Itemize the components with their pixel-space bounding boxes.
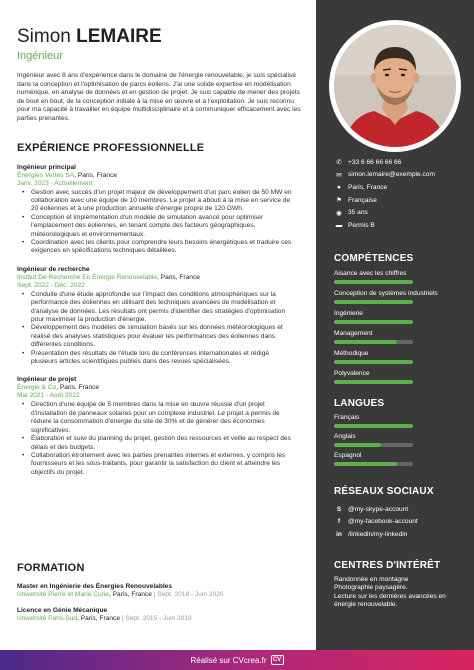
skill-item <box>334 310 454 324</box>
education-section <box>17 562 307 622</box>
language-label: Espagnol <box>334 452 362 459</box>
skill-bar-fill <box>334 360 413 364</box>
linkedin-icon: in <box>336 530 342 538</box>
school-location: , Paris, France <box>77 615 120 622</box>
portrait-illustration <box>334 25 456 147</box>
skill-bar-fill <box>334 340 397 344</box>
experience-bullet: • Développement des modèles de simulation basés sur les données météorologiques et réalisé des analyses statistiques pour évaluer les performances des éoliennes dans différentes conditions. <box>31 324 297 349</box>
education-meta <box>17 591 307 598</box>
contact-email[interactable] <box>334 169 470 182</box>
experience-bullet: • Élaboration et suivi du planning du projet, gestion des ressources et veille au respect des délais et des budgets. <box>31 435 297 452</box>
contact-list <box>334 156 470 232</box>
contact-nationality <box>334 194 470 207</box>
experience-title: EXPÉRIENCE PROFESSIONNELLE <box>17 141 205 154</box>
school-location: , Paris, France <box>108 591 152 598</box>
experience-bullets <box>17 189 296 256</box>
contact-text: Paris, France <box>348 183 388 191</box>
experience-role: Ingénieur principal <box>17 163 76 171</box>
skill-bar-fill <box>334 320 413 324</box>
language-bar <box>334 443 413 447</box>
experience-employer <box>17 274 296 281</box>
experience-bullet: • Collaboration étroitement avec les parties prenantes internes et externes, y compris les fournisseurs et les sous-traitants, pour garantir la satisfaction du client et atteindre les objectifs du projet. <box>31 452 297 477</box>
profile-photo-frame <box>329 20 461 152</box>
cvcrea-logo-icon: CV <box>271 655 284 665</box>
experience-bullet: • Direction d'une équipe de 5 membres dans la mise en œuvre réussie d'un projet d'installation de panneaux solaires pour un complexe industriel. Le projet a permis de réduire la consommation d'énergie du site de 30% et de générer des économies significatives. <box>31 401 297 435</box>
social-title: RÉSEAUX SOCIAUX <box>334 486 434 497</box>
skill-label: Aisance avec les chiffres <box>334 270 407 277</box>
skill-bar <box>334 320 413 324</box>
experience-dates: Janv. 2023 - Actuellement <box>17 179 93 187</box>
skills-title: COMPÉTENCES <box>334 253 414 264</box>
experience-bullet: • Conception et implémentation d'un modèle de simulation avancé pour optimiser l'emplacement des éoliennes, en tenant compte des facteurs géographiques, météorologiques et environnementaux. <box>31 214 297 239</box>
language-label: Français <box>334 414 360 421</box>
contact-text: simon.lemaire@exemple.com <box>348 171 435 179</box>
school-name: Université Paris-Sud <box>17 615 78 622</box>
user-icon: ◉ <box>336 209 342 217</box>
skill-item <box>334 350 454 364</box>
profile-summary: Ingénieur avec 8 ans d'expérience dans le domaine de l'énergie renouvelable, je suis spécialisé dans la conception et l'optimisation de parcs éoliens. J'ai une solide expertise en modélisation numérique, en analyse de données et en gestion de projet. Je suis capable de mener des projets de bout en bout, de la conception initiale à la mise en œuvre et à l'exploitation. Je suis reconnu pour ma capacité à travailler en équipe multidisciplinaire et à communiquer efficacement avec les parties prenantes. <box>17 72 301 122</box>
skill-bar <box>334 340 413 344</box>
experience-bullets <box>17 291 296 367</box>
first-name: Simon <box>17 26 71 47</box>
skill-bar <box>334 300 413 304</box>
skill-label: Polyvalence <box>334 370 370 377</box>
skills-section <box>334 253 454 384</box>
social-text: @my-facebook-account <box>348 518 418 526</box>
sidebar <box>316 0 474 650</box>
languages-title: LANGUES <box>334 398 385 409</box>
social-linkedin[interactable] <box>334 528 470 541</box>
degree-title: Licence en Génie Mécanique <box>17 607 108 614</box>
contact-age <box>334 206 470 219</box>
contact-license <box>334 219 470 232</box>
contact-text: +33 6 66 66 66 66 <box>348 158 402 166</box>
experience-bullet: • Coordination avec les clients pour comprendre leurs besoins énergétiques et traduire ces exigences en spécifications techniques détaillées. <box>31 239 297 256</box>
employer-location: , Paris, France <box>56 384 100 392</box>
education-title: FORMATION <box>17 562 85 574</box>
skill-item <box>334 330 454 344</box>
full-name <box>17 26 296 48</box>
employer-name: Énergie & Co <box>17 384 57 392</box>
experience-bullets <box>17 401 296 477</box>
education-entry <box>17 607 307 622</box>
social-facebook[interactable] <box>334 516 470 529</box>
skill-item <box>334 270 454 284</box>
skill-bar <box>334 380 413 384</box>
interest-item: Photographie paysagère. <box>334 584 408 592</box>
language-item <box>334 414 454 428</box>
email-icon: ✉ <box>336 171 342 179</box>
skill-label: Méthodique <box>334 350 369 357</box>
experience-section <box>17 142 296 478</box>
skill-bar-fill <box>334 380 413 384</box>
experience-role: Ingénieur de recherche <box>17 265 90 273</box>
skill-item <box>334 370 454 384</box>
profile-photo <box>334 25 456 147</box>
language-item <box>334 433 454 447</box>
footer-banner[interactable] <box>0 650 474 670</box>
experience-entry <box>17 164 296 256</box>
language-bar-fill <box>334 462 397 466</box>
interest-item: Randonnée en montagne <box>334 576 409 583</box>
education-dates: | Sept. 2015 - Juin 2019 <box>119 615 192 622</box>
degree-title: Master en Ingénierie des Énergies Renouvelables <box>17 583 173 590</box>
experience-bullet: • Conduite d'une étude approfondie sur l'impact des conditions atmosphériques sur la performance des éoliennes en utilisant des techniques avancées de modélisation et d'analyse de données. Les résultats ont permis d'identifier des stratégies d'optimisation pour maximiser la production d'énergie. <box>31 291 297 325</box>
flag-icon: ⚑ <box>336 197 342 205</box>
education-meta <box>17 615 307 622</box>
social-skype[interactable] <box>334 503 470 516</box>
education-entry <box>17 583 307 598</box>
language-bar-fill <box>334 424 413 428</box>
skill-bar <box>334 280 413 284</box>
experience-entry <box>17 376 296 477</box>
language-bar <box>334 462 413 466</box>
experience-employer <box>17 384 296 391</box>
languages-section <box>334 398 454 466</box>
contact-text: Permis B <box>348 221 375 229</box>
interest-item: Lecture sur les dernières avancées en énergie renouvelable. <box>334 592 446 609</box>
skill-bar-fill <box>334 300 413 304</box>
facebook-icon: f <box>337 518 341 526</box>
experience-dates: Sept. 2022 - Déc. 2022 <box>17 281 85 289</box>
phone-icon: ✆ <box>336 159 342 167</box>
experience-role: Ingénieur de projet <box>17 376 77 384</box>
interests-section <box>334 560 466 610</box>
skill-label: Conception de systèmes industriels <box>334 290 438 297</box>
location-icon: ● <box>337 183 341 191</box>
social-text: /linkedin/my-linkedin <box>348 530 408 538</box>
experience-entry <box>17 266 296 367</box>
skype-icon: S <box>336 505 342 513</box>
employer-name: Énergies Vertes SA <box>17 171 75 179</box>
language-bar-fill <box>334 443 381 447</box>
experience-dates: Mai 2021 - Août 2022 <box>17 392 80 400</box>
last-name: LEMAIRE <box>76 26 162 47</box>
contact-text: Française <box>348 196 377 204</box>
experience-employer <box>17 172 296 179</box>
language-bar <box>334 424 413 428</box>
skill-bar <box>334 360 413 364</box>
job-title: Ingénieur <box>17 50 63 62</box>
skill-bar-fill <box>334 280 413 284</box>
employer-name: Institut De Recherche En Énergie Renouvelable <box>17 273 158 281</box>
skill-item <box>334 290 454 304</box>
language-item <box>334 452 454 466</box>
skill-label: Ingénierie <box>334 310 363 317</box>
contact-text: 35 ans <box>348 209 368 217</box>
car-icon: ▬ <box>335 221 343 229</box>
experience-bullet: • Présentation des résultats de l'étude lors de conférences internationales et rédigé plusieurs articles scientifiques publiés dans des revues spécialisées. <box>31 350 297 367</box>
experience-bullet: • Gestion avec succès d'un projet majeur de développement d'un parc éolien de 50 MW en collaboration avec une équipe de 10 membres. Le projet a abouti à la mise en service de 20 éoliennes et à une production annuelle d'énergie propre de 120 GWh. <box>31 189 297 214</box>
contact-location <box>334 181 470 194</box>
education-dates: | Sept. 2018 - Juin 2020 <box>151 591 224 598</box>
social-section <box>334 486 470 541</box>
language-label: Anglais <box>334 433 356 440</box>
interests-title: CENTRES D'INTÉRÊT <box>334 560 441 571</box>
school-name: Université Pierre et Marie Curie <box>17 591 109 598</box>
employer-location: , Paris, France <box>74 171 118 179</box>
footer-text: Réalisé sur CVcrea.fr <box>190 655 267 665</box>
skill-label: Management <box>334 330 373 337</box>
employer-location: , Paris, France <box>157 273 200 281</box>
social-text: @my-skype-account <box>348 505 409 513</box>
contact-phone <box>334 156 470 169</box>
